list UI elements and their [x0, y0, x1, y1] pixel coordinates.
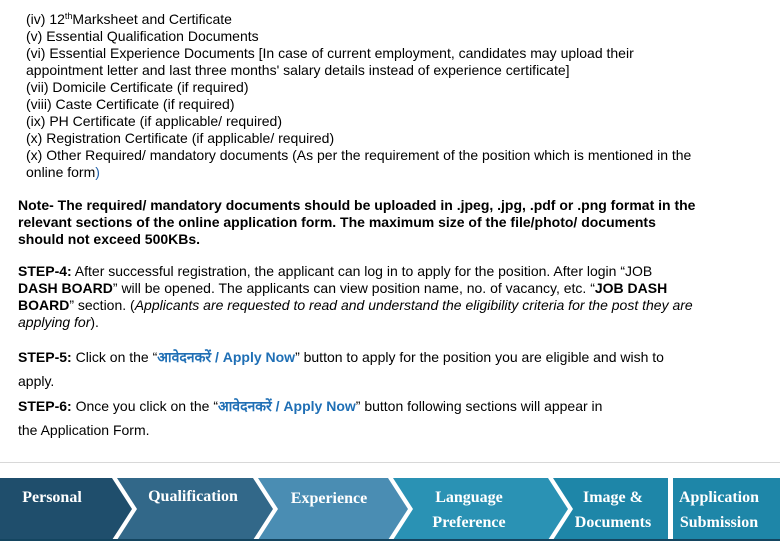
doc-item: online form)	[26, 164, 100, 180]
application-steps-bar	[0, 475, 780, 544]
step-personal[interactable]: Personal	[22, 489, 82, 506]
step4-paragraph: STEP-4: After successful registration, the applicant can log in to apply for the position. After login “JOB	[18, 263, 653, 279]
steps-arrows	[0, 475, 780, 544]
step5-paragraph: STEP-5: Click on the “आवेदनकरें / Apply Now” button to apply for the position you are eligible and wish to	[18, 349, 664, 365]
doc-item: (v) Essential Qualification Documents	[26, 28, 259, 44]
divider	[0, 462, 780, 463]
step-experience[interactable]: Experience	[290, 490, 368, 507]
note-line: Note- The required/ mandatory documents should be uploaded in .jpeg, .jpg, .pdf or .png format in the	[18, 197, 696, 213]
document-body: (iv) 12thMarksheet and Certificate (v) Essential Qualification Documents (vi) Essential Experience Documents [In case of current employment, candidates may upload their appointment letter and last three months' salary details instead of experience certificate] (vii) Domicile Certificate (if required) (viii) Caste Certificate (if required) (ix) PH Certificate (if applicable/ required) (x) Registration Certificate (if applicable/ required) (x) Other Required/ mandatory documents (As per the requirement of the position which is mentioned in the online form) Note- The required/ mandatory documents should be uploaded in .jpeg, .jpg, .pdf or .png format in the relevant sections of the online application form. The maximum size of the file/photo/ documents should not exceed 500KBs. STEP-4: After successful registration, the applicant can log in to apply for the position. After login “JOB DASH BOARD” will be opened. The applicants can view position name, no. of vacancy, etc. “JOB DASH BOARD” section. (Applicants are requested to read and understand the eligibility criteria for the post they are applying for). STEP-5: Click on the “आवेदनकरें / Apply Now” button to apply for the position you are eligible and wish to apply. STEP-6: Once you click on the “आवेदनकरें / Apply Now” button following sections will appear in the Application Form.	[18, 11, 696, 438]
doc-item: (vii) Domicile Certificate (if required)	[26, 79, 249, 95]
doc-item: (viii) Caste Certificate (if required)	[26, 96, 235, 112]
apply-now-link[interactable]: आवेदनकरें / Apply Now	[217, 398, 356, 414]
doc-item: (ix) PH Certificate (if applicable/ required)	[26, 113, 282, 129]
doc-item: (x) Other Required/ mandatory documents (As per the requirement of the position which is mentioned in the	[26, 147, 692, 163]
doc-item: (vi) Essential Experience Documents [In case of current employment, candidates may upload their	[26, 45, 634, 61]
step-qualification[interactable]: Qualification	[148, 488, 238, 505]
step-language-preference[interactable]: Language Preference	[432, 489, 506, 531]
apply-now-link[interactable]: आवेदनकरें / Apply Now	[157, 349, 296, 365]
note-line: relevant sections of the online application form. The maximum size of the file/photo/ documents	[18, 214, 656, 230]
doc-item: (x) Registration Certificate (if applicable/ required)	[26, 130, 335, 146]
doc-item: appointment letter and last three months' salary details instead of experience certificate]	[26, 62, 570, 78]
note-line: should not exceed 500KBs.	[18, 231, 201, 247]
doc-item: (iv) 12thMarksheet and Certificate	[26, 11, 232, 27]
step-application-submission[interactable]: Application Submission	[678, 489, 759, 531]
step-image-documents[interactable]: Image & Documents	[574, 489, 652, 531]
step6-paragraph: STEP-6: Once you click on the “आवेदनकरें / Apply Now” button following sections will appear in	[18, 398, 603, 414]
